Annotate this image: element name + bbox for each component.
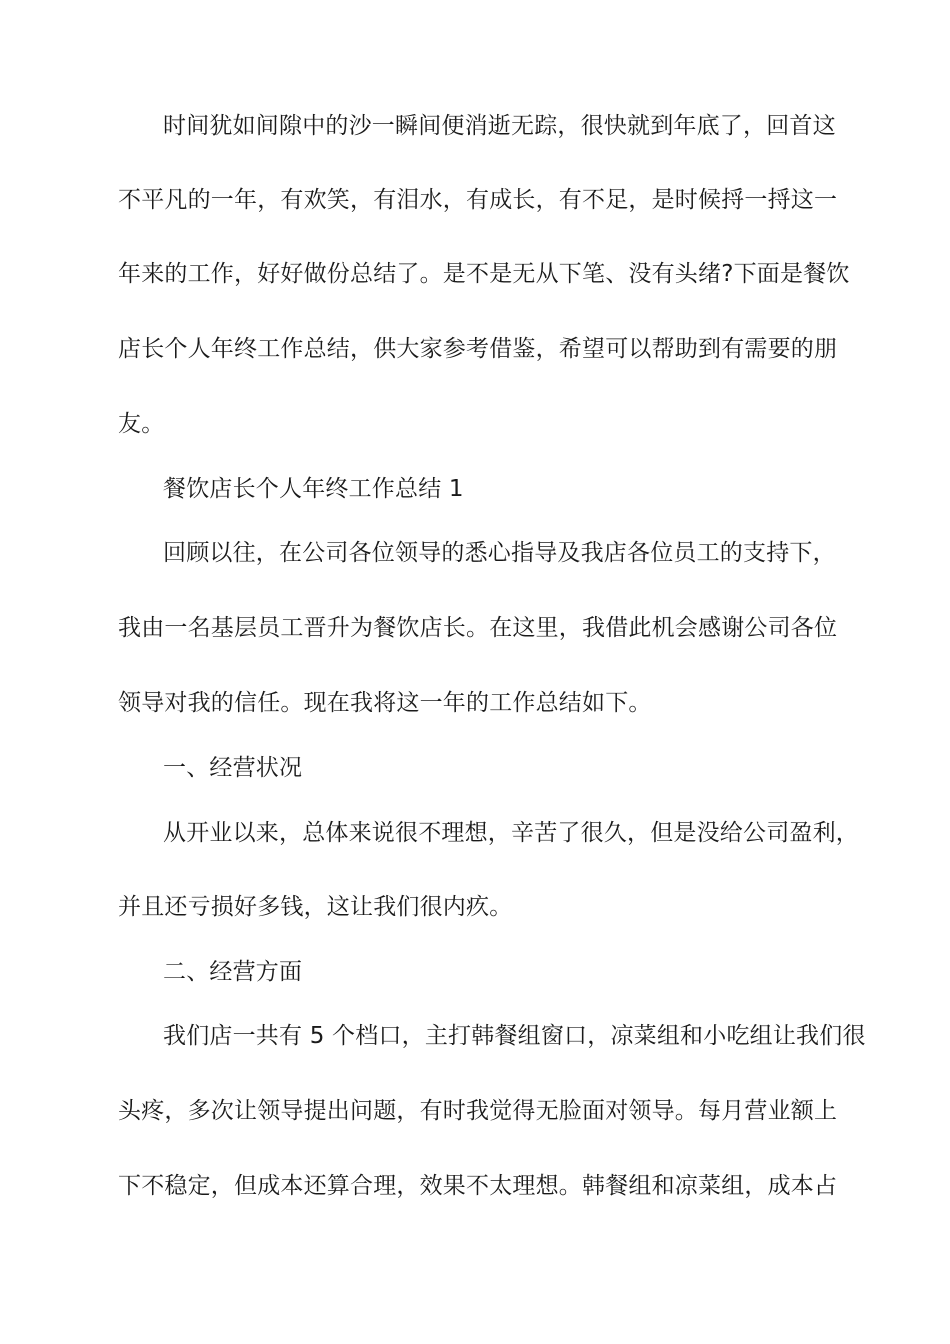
paragraph-status-line-2: 并且还亏损好多钱，这让我们很内疚。 bbox=[118, 894, 513, 920]
paragraph-aspects-line-1: 我们店一共有 5 个档口，主打韩餐组窗口，凉菜组和小吃组让我们很 bbox=[163, 1023, 866, 1049]
paragraph-intro-line-1: 时间犹如间隙中的沙一瞬间便消逝无踪，很快就到年底了，回首这 bbox=[163, 113, 836, 139]
paragraph-aspects-line-3: 下不稳定，但成本还算合理，效果不太理想。韩餐组和凉菜组，成本占 bbox=[118, 1173, 838, 1199]
paragraph-aspects-line-2: 头疼，多次让领导提出问题，有时我觉得无脸面对领导。每月营业额上 bbox=[118, 1098, 838, 1124]
heading-business-status: 一、经营状况 bbox=[163, 755, 303, 781]
paragraph-intro-line-3: 年来的工作，好好做份总结了。是不是无从下笔、没有头绪?下面是餐饮 bbox=[118, 261, 850, 287]
heading-business-aspects: 二、经营方面 bbox=[163, 959, 303, 985]
paragraph-status-line-1: 从开业以来，总体来说很不理想，辛苦了很久，但是没给公司盈利， bbox=[163, 820, 859, 846]
paragraph-review-line-3: 领导对我的信任。现在我将这一年的工作总结如下。 bbox=[118, 690, 652, 716]
paragraph-review-line-2: 我由一名基层员工晋升为餐饮店长。在这里，我借此机会感谢公司各位 bbox=[118, 615, 838, 641]
paragraph-intro-line-4: 店长个人年终工作总结，供大家参考借鉴，希望可以帮助到有需要的朋 bbox=[118, 336, 838, 362]
section-title: 餐饮店长个人年终工作总结 1 bbox=[163, 476, 464, 502]
paragraph-intro-line-5: 友。 bbox=[118, 411, 165, 437]
paragraph-review-line-1: 回顾以往，在公司各位领导的悉心指导及我店各位员工的支持下， bbox=[163, 540, 836, 566]
paragraph-intro-line-2: 不平凡的一年，有欢笑，有泪水，有成长，有不足，是时候捋一捋这一 bbox=[118, 187, 838, 213]
